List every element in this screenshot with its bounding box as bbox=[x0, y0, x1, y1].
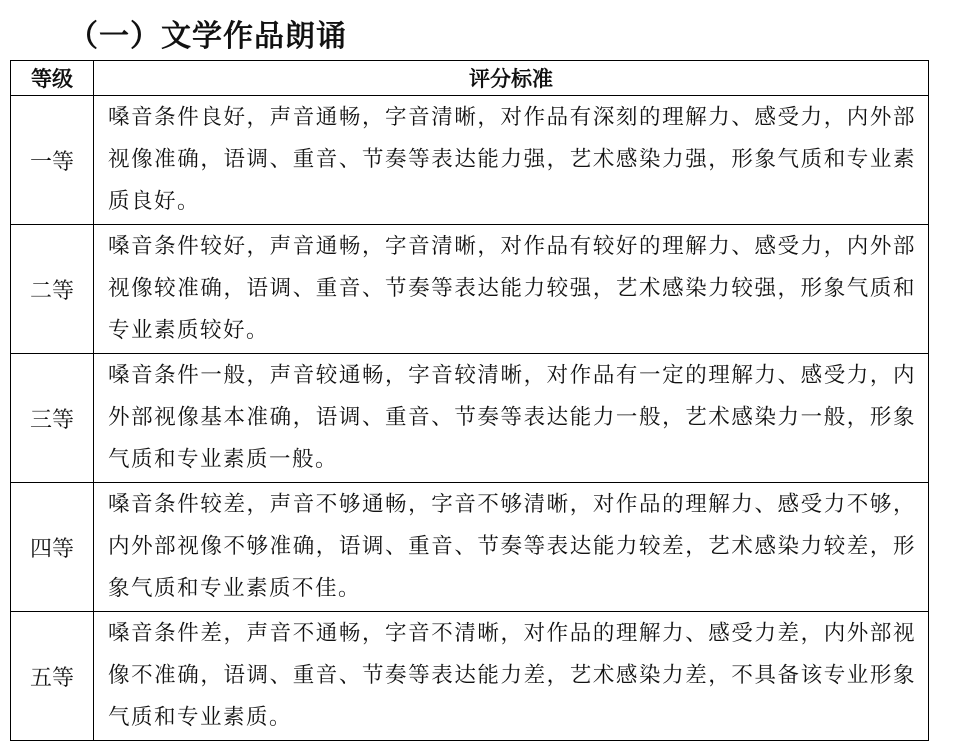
grade-level: 三等 bbox=[11, 354, 94, 483]
section-title: （一）文学作品朗诵 bbox=[68, 19, 347, 54]
grade-criteria: 嗓音条件差，声音不通畅，字音不清晰，对作品的理解力、感受力差，内外部视像不准确，语调、重音、节奏等表达能力差，艺术感染力差，不具备该专业形象气质和专业素质。 bbox=[94, 612, 929, 741]
table-row bbox=[11, 354, 929, 483]
table-row bbox=[11, 483, 929, 612]
table-header-row bbox=[11, 61, 929, 96]
grade-criteria: 嗓音条件一般，声音较通畅，字音较清晰，对作品有一定的理解力、感受力，内外部视像基本准确，语调、重音、节奏等表达能力一般，艺术感染力一般，形象气质和专业素质一般。 bbox=[94, 354, 929, 483]
grade-level: 二等 bbox=[11, 225, 94, 354]
grade-criteria: 嗓音条件良好，声音通畅，字音清晰，对作品有深刻的理解力、感受力，内外部视像准确，语调、重音、节奏等表达能力强，艺术感染力强，形象气质和专业素质良好。 bbox=[94, 96, 929, 225]
grade-level: 五等 bbox=[11, 612, 94, 741]
grade-criteria: 嗓音条件较好，声音通畅，字音清晰，对作品有较好的理解力、感受力，内外部视像较准确，语调、重音、节奏等表达能力较强，艺术感染力较强，形象气质和专业素质较好。 bbox=[94, 225, 929, 354]
grade-level: 四等 bbox=[11, 483, 94, 612]
header-criteria: 评分标准 bbox=[94, 61, 929, 96]
table-row bbox=[11, 225, 929, 354]
table-row bbox=[11, 96, 929, 225]
grading-table bbox=[10, 60, 929, 741]
grade-level: 一等 bbox=[11, 96, 94, 225]
table-row bbox=[11, 612, 929, 741]
header-level: 等级 bbox=[11, 61, 94, 96]
grade-criteria: 嗓音条件较差，声音不够通畅，字音不够清晰，对作品的理解力、感受力不够，内外部视像不够准确，语调、重音、节奏等表达能力较差，艺术感染力较差，形象气质和专业素质不佳。 bbox=[94, 483, 929, 612]
